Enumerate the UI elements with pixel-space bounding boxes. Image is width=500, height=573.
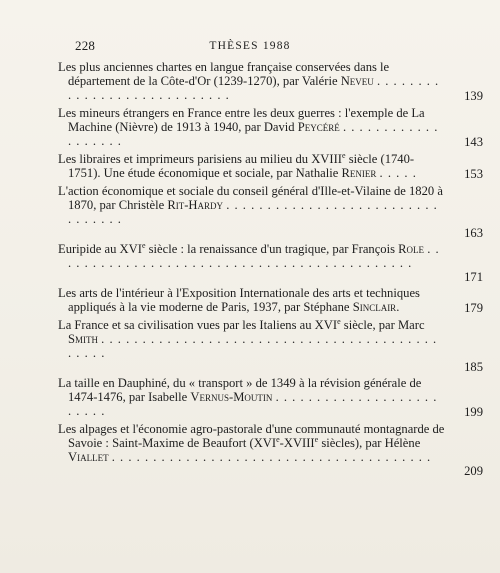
toc-author: Sinclair xyxy=(352,300,397,314)
toc-page-number: 199 xyxy=(464,405,483,419)
toc-entry-text: L'action économique et sociale du conseil général d'Ille-et-Vilaine de 1820 à 1870, par Christèle Rit-Hardy . . . . . . . . . . . . . . . . . . . . . . . . . . . . . . . . . xyxy=(58,184,443,226)
table-of-contents xyxy=(58,60,485,480)
toc-entry-text: Les alpages et l'économie agro-pastorale d'une communauté montagnarde de Savoie : Saint-Maxime de Beaufort (XVIe-XVIIIe siècles), par Hélène Viallet . . . . . . . . . . . . . . . . . . . . . . . . . . . . . . . . . . . . . . . xyxy=(58,422,445,464)
toc-page-number: 139 xyxy=(464,89,483,103)
dot-leader: . . . . . . . . . . . . . . . . . . . . . . . . . . . . . . . . . . . . . . . . . . . . xyxy=(68,242,440,270)
toc-page-number: 209 xyxy=(464,464,483,478)
toc-author: Neveu xyxy=(340,74,374,88)
toc-entry xyxy=(58,106,485,148)
toc-entry xyxy=(58,60,485,102)
toc-page-number: 179 xyxy=(464,301,483,315)
toc-author: Viallet xyxy=(68,450,109,464)
toc-author: Rit-Hardy xyxy=(167,198,224,212)
toc-entry-text: La taille en Dauphiné, du « transport » de 1349 à la révision générale de 1474-1476, par Isabelle Vernus-Moutin . . . . . . . . . . . . . . . . . . . . . . . . . xyxy=(58,376,438,418)
dot-leader: . . . . . . . . . . . . . . . . . . . . . . . . . . . . xyxy=(68,74,440,102)
toc-entry xyxy=(58,184,485,240)
toc-entry xyxy=(58,422,485,478)
toc-author: Renier xyxy=(341,166,377,180)
toc-page-number: 153 xyxy=(464,167,483,181)
toc-author: Vernus-Moutin xyxy=(190,390,273,404)
dot-leader: . . . . . . . . . . . . . . . . . . . . . . . . . xyxy=(68,390,438,418)
toc-author: Smith xyxy=(68,332,99,346)
dot-leader: . . . . . . . . . . . . . . . . . . . . . . . . . . . . . . . . . xyxy=(68,198,438,226)
toc-entry xyxy=(58,240,485,284)
toc-entry-text: Les arts de l'intérieur à l'Exposition Internationale des arts et techniques appliqués à la vie moderne de Paris, 1937, par Stéphane Sinclair. xyxy=(58,286,420,314)
toc-entry xyxy=(58,286,485,314)
page-number: 228 xyxy=(75,38,96,53)
dot-leader: . . . . . . . . . . . . . . . . . . . xyxy=(68,120,439,148)
toc-page-number: 163 xyxy=(464,226,483,240)
toc-entry xyxy=(58,316,485,374)
toc-page-number: 171 xyxy=(464,270,483,284)
running-title: THÈSES 1988 xyxy=(209,40,291,52)
toc-page-number: 185 xyxy=(464,360,483,374)
toc-page-number: 143 xyxy=(464,135,483,149)
dot-leader: . . . . . xyxy=(379,166,417,180)
toc-entry xyxy=(58,376,485,418)
toc-entry-text: Les plus anciennes chartes en langue française conservées dans le département de la Côte-d'Or (1239-1270), par Valérie Neveu . . . . . . . . . . . . . . . . . . . . . . . . . . . . xyxy=(58,60,440,102)
toc-entry-text: Les libraires et imprimeurs parisiens au milieu du XVIIIe siècle (1740-1751). Une étude économique et sociale, par Nathalie Renier . . . . . xyxy=(58,150,417,180)
toc-author: Peycéré xyxy=(297,120,340,134)
toc-author: Role xyxy=(398,242,425,256)
toc-entry xyxy=(58,152,485,180)
toc-entry-text: Les mineurs étrangers en France entre les deux guerres : l'exemple de La Machine (Nièvre) de 1913 à 1940, par David Peycéré . . . . . . . . . . . . . . . . . . . xyxy=(58,106,439,148)
toc-entry-text: Euripide au XVIe siècle : la renaissance d'un tragique, par François Role . . . . . . . . . . . . . . . . . . . . . . . . . . . . . . . . . . . . . . . . . . . . xyxy=(58,240,440,270)
dot-leader: . . . . . . . . . . . . . . . . . . . . . . . . . . . . . . . . . . . . . . . xyxy=(111,450,432,464)
toc-entry-text: La France et sa civilisation vues par les Italiens au XVIe siècle, par Marc Smith . . . . . . . . . . . . . . . . . . . . . . . . . . . . . . . . . . . . . . . . . . . . . . xyxy=(58,316,438,360)
dot-leader: . . . . . . . . . . . . . . . . . . . . . . . . . . . . . . . . . . . . . . . . . . . . . . xyxy=(68,332,438,360)
